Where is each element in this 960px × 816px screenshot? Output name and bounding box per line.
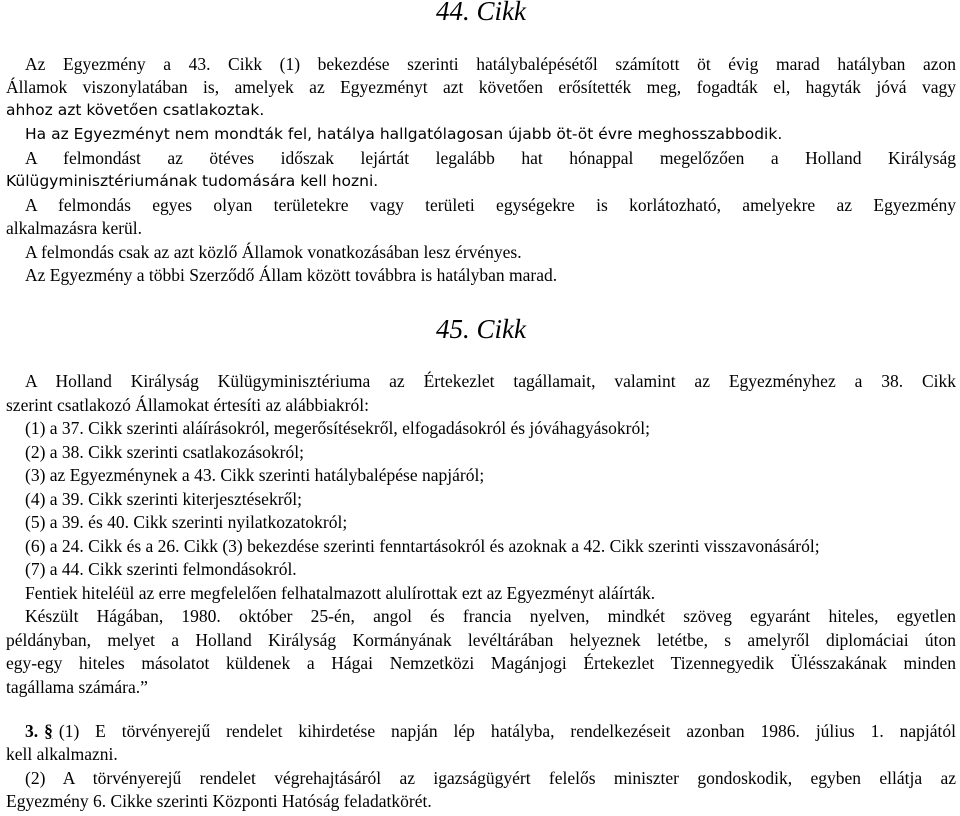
art44-line-1: Az Egyezmény a 43. Cikk (1) bekezdése szerinti hatálybalépésétől számított öt évig marad hatályban azon [25, 54, 956, 74]
art45-closing-line-4: egy-egy hiteles másolatot küldenek a Hágai Nemzetközi Magánjogi Értekezlet Tizennegyedik Ülésszakának minden [6, 653, 956, 673]
art45-closing-line-2: Készült Hágában, 1980. október 25-én, angol és francia nyelven, mindkét szöveg egyaránt hiteles, egyetlen [25, 606, 956, 626]
article-44-title: 44. Cikk [436, 0, 526, 26]
art45-closing-line-5: tagállama számára.” [6, 677, 148, 697]
art45-item-6: (6) a 24. Cikk és a 26. Cikk (3) bekezdése szerinti fenntartásokról és azoknak a 42. Cikk szerinti visszavonásáról; [25, 536, 820, 556]
art45-item-1: (1) a 37. Cikk szerinti aláírásokról, megerősítésekről, elfogadásokról és jóváhagyásokról; [25, 418, 650, 438]
art45-item-2: (2) a 38. Cikk szerinti csatlakozásokról; [25, 442, 304, 462]
art45-item-4: (4) a 39. Cikk szerinti kiterjesztésekről; [25, 489, 303, 509]
article-45-title: 45. Cikk [436, 314, 526, 344]
section-3-paragraph-1-line-2: kell alkalmazni. [6, 744, 118, 764]
art44-line-2: Államok viszonylatában is, amelyek az Egyezményt azt követően erősítették meg, fogadták el, hagyták jóvá vagy [6, 77, 956, 97]
art45-closing-line-3: példányban, melyet a Holland Királyság Kormányának levéltárában helyeznek letétbe, s amelyről diplomáciai úton [6, 630, 956, 650]
art44-line-3: ahhoz azt követően csatlakoztak. [6, 101, 265, 119]
art45-intro-line-1: A Holland Királyság Külügyminisztériuma az Értekezlet tagállamait, valamint az Egyezményhez a 38. Cikk [25, 371, 956, 391]
art45-intro-line-2: szerint csatlakozó Államokat értesíti az alábbiakról: [6, 395, 369, 415]
art45-item-3: (3) az Egyezménynek a 43. Cikk szerinti hatálybalépése napjáról; [25, 465, 485, 485]
section-3-paragraph-2-line-1: (2) A törvényerejű rendelet végrehajtásáról az igazságügyért felelős miniszter gondoskodik, egyben ellátja az [25, 768, 956, 788]
art44-line-10: Az Egyezmény a többi Szerződő Állam között továbbra is hatályban marad. [25, 265, 558, 285]
art45-closing-line-1: Fentiek hiteléül az erre megfelelően felhatalmazott alulírottak ezt az Egyezményt aláírták. [25, 583, 656, 603]
section-mark: § [44, 721, 53, 741]
art45-item-7: (7) a 44. Cikk szerinti felmondásokról. [25, 559, 297, 579]
art44-line-4: Ha az Egyezményt nem mondták fel, hatálya hallgatólagosan újabb öt-öt évre meghosszabbodik. [25, 125, 783, 143]
art44-line-5: A felmondást az ötéves időszak lejártát legalább hat hónappal megelőzően a Holland Királyság [25, 148, 956, 168]
section-3-paragraph-2-line-2: Egyezmény 6. Cikke szerinti Központi Hatóság feladatkörét. [6, 791, 432, 811]
section-number: 3. [25, 721, 39, 741]
art45-item-5: (5) a 39. és 40. Cikk szerinti nyilatkozatokról; [25, 512, 348, 532]
art44-line-6: Külügyminisztériumának tudomására kell hozni. [6, 172, 379, 190]
section-3-paragraph-1-line-1 [6, 721, 956, 743]
section-3-p1-text: (1) E törvényerejű rendelet kihirdetése napján lép hatályba, rendelkezéseit azonban 1986. július 1. napjától [58, 721, 956, 741]
art44-line-7: A felmondás egyes olyan területekre vagy területi egységekre is korlátozható, amelyekre az Egyezmény [25, 195, 956, 215]
art44-line-9: A felmondás csak az azt közlő Államok vonatkozásában lesz érvényes. [25, 242, 522, 262]
art44-line-8: alkalmazásra kerül. [6, 218, 143, 238]
